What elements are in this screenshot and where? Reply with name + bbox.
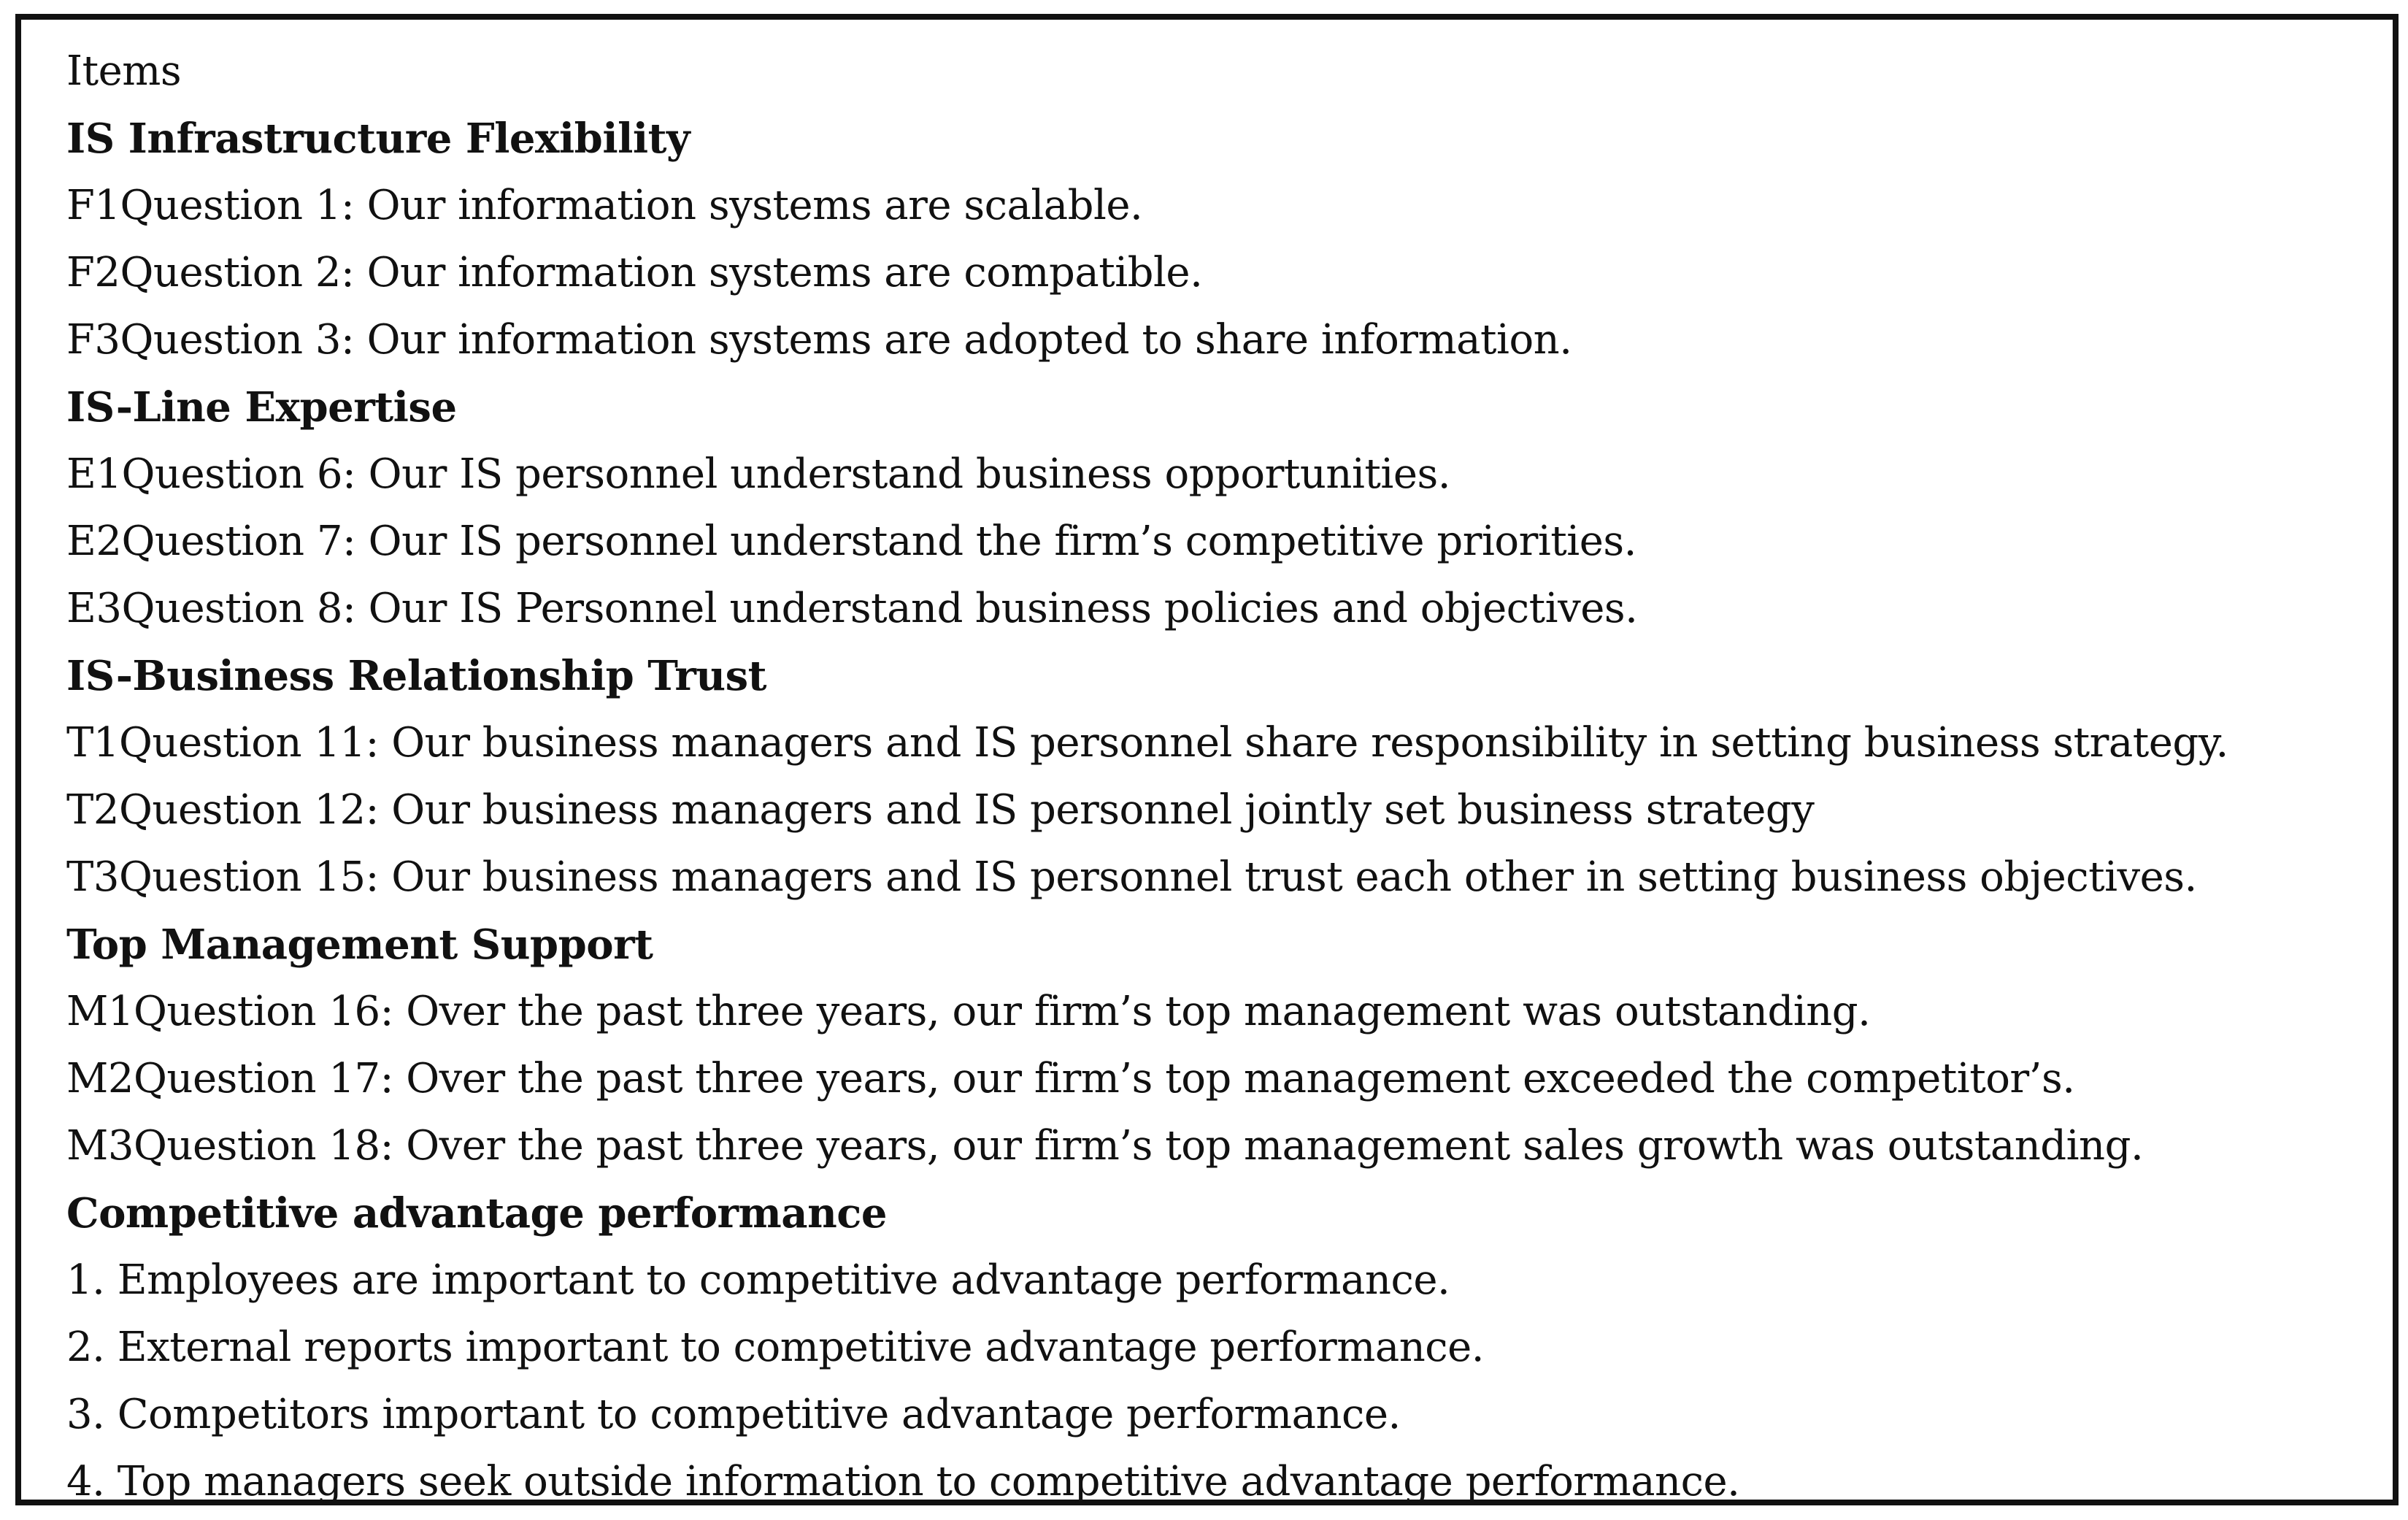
section-title-relationship-trust: IS-Business Relationship Trust xyxy=(66,652,766,700)
table-row: E3Question 8: Our IS Personnel understand business policies and objectives. xyxy=(66,585,1638,632)
table-row: F1Question 1: Our information systems are scalable. xyxy=(66,182,1143,229)
table-row: 4. Top managers seek outside information to competitive advantage performance. xyxy=(66,1458,1740,1505)
table-row: T3Question 15: Our business managers and IS personnel trust each other in setting business objectives. xyxy=(66,853,2197,901)
table-row: E1Question 6: Our IS personnel understand business opportunities. xyxy=(66,450,1450,498)
table-row: M3Question 18: Over the past three years, our firm’s top management sales growth was outstanding. xyxy=(66,1122,2144,1170)
section-title-competitive-advantage: Competitive advantage performance xyxy=(66,1189,888,1237)
section-title-top-management-support: Top Management Support xyxy=(66,921,653,969)
table-row: M2Question 17: Over the past three years, our firm’s top management exceeded the competitor’s. xyxy=(66,1055,2075,1102)
table-row: 1. Employees are important to competitive advantage performance. xyxy=(66,1256,1450,1304)
table-row: T2Question 12: Our business managers and IS personnel jointly set business strategy xyxy=(66,786,1815,834)
section-title-infrastructure-flexibility: IS Infrastructure Flexibility xyxy=(66,115,691,163)
section-title-line-expertise: IS-Line Expertise xyxy=(66,383,457,431)
table-row: E2Question 7: Our IS personnel understand the firm’s competitive priorities. xyxy=(66,518,1636,565)
items-table-body xyxy=(66,38,2402,1516)
table-row: F3Question 3: Our information systems are adopted to share information. xyxy=(66,316,1572,364)
table-row: M1Question 16: Over the past three years, our firm’s top management was outstanding. xyxy=(66,988,1871,1035)
table-header-items: Items xyxy=(66,47,182,95)
table-row: F2Question 2: Our information systems are compatible. xyxy=(66,249,1203,296)
items-table xyxy=(15,14,2399,1505)
table-row: 2. External reports important to competitive advantage performance. xyxy=(66,1324,1485,1371)
table-row: 3. Competitors important to competitive advantage performance. xyxy=(66,1391,1401,1438)
table-row: T1Question 11: Our business managers and IS personnel share responsibility in setting business strategy. xyxy=(66,719,2228,767)
